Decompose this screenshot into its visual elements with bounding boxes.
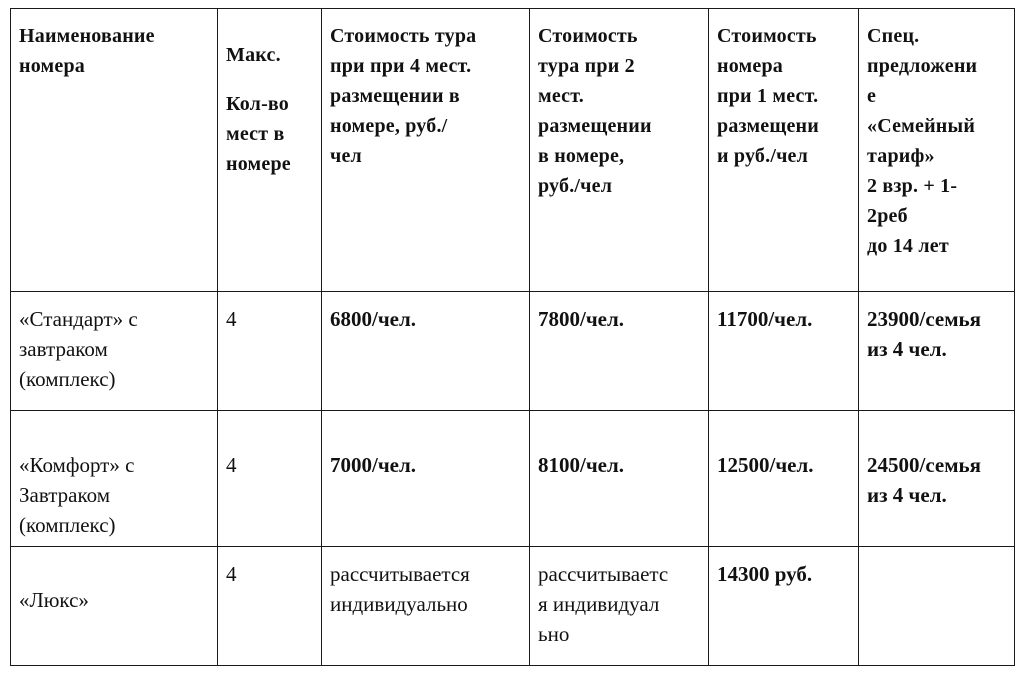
table-row xyxy=(11,411,1015,547)
header-room-name-line: Наименование xyxy=(19,25,155,47)
header-special-line: «Семейный xyxy=(867,115,976,137)
room-name-line: «Люкс» xyxy=(19,588,89,612)
price1-value: 14300 руб. xyxy=(717,562,813,586)
header-price4-line: Стоимость тура xyxy=(330,25,477,47)
header-special-line: е xyxy=(867,85,877,107)
price2-line: я индивидуал xyxy=(538,592,660,616)
header-price1-line: номера xyxy=(717,55,783,77)
header-special-line: до 14 лет xyxy=(867,235,949,257)
header-special-line: Спец. xyxy=(867,25,920,47)
cell-max-guests xyxy=(218,292,322,411)
header-price2-line: в номере, xyxy=(538,145,625,167)
header-price4-line: при при 4 мест. xyxy=(330,55,472,77)
cell-price-2 xyxy=(530,411,709,547)
table-header-row xyxy=(11,9,1015,292)
price4-value: 7000/чел. xyxy=(330,453,417,477)
price2-value: 8100/чел. xyxy=(538,453,625,477)
price2-line: рассчитываетс xyxy=(538,562,669,586)
cell-max-guests xyxy=(218,411,322,547)
header-price1-line: и руб./чел xyxy=(717,145,809,167)
header-price-4 xyxy=(322,9,530,292)
cell-special-offer xyxy=(859,411,1015,547)
header-price-1 xyxy=(709,9,859,292)
header-max-guests xyxy=(218,9,322,292)
header-special-line: 2 взр. + 1- xyxy=(867,175,958,197)
cell-price-1 xyxy=(709,547,859,666)
price4-value: 6800/чел. xyxy=(330,307,417,331)
room-name-line: (комплекс) xyxy=(19,513,116,537)
price4-line: рассчитывается xyxy=(330,562,470,586)
cell-price-4 xyxy=(322,411,530,547)
header-price2-line: Стоимость xyxy=(538,25,638,47)
header-max-line: номере xyxy=(226,153,291,175)
cell-room-name xyxy=(11,547,218,666)
header-price4-line: чел xyxy=(330,145,362,167)
table-row xyxy=(11,547,1015,666)
header-room-name-line: номера xyxy=(19,55,85,77)
header-special-offer xyxy=(859,9,1015,292)
cell-special-offer xyxy=(859,292,1015,411)
header-price1-line: размещени xyxy=(717,115,819,137)
header-special-line: тариф» xyxy=(867,145,935,167)
special-line: 24500/семья xyxy=(867,453,982,477)
header-price2-line: руб./чел xyxy=(538,175,613,197)
header-special-line: 2реб xyxy=(867,205,908,227)
room-name-line: завтраком xyxy=(19,337,108,361)
special-line: из 4 чел. xyxy=(867,337,947,361)
max-guests-value: 4 xyxy=(226,562,237,586)
cell-price-1 xyxy=(709,292,859,411)
special-line: 23900/семья xyxy=(867,307,982,331)
cell-price-2 xyxy=(530,292,709,411)
document-page xyxy=(10,8,1014,676)
header-price2-line: тура при 2 xyxy=(538,55,635,77)
header-special-line: предложени xyxy=(867,55,978,77)
max-guests-value: 4 xyxy=(226,453,237,477)
header-price1-line: при 1 мест. xyxy=(717,85,819,107)
price-table xyxy=(10,8,1015,666)
table-row xyxy=(11,292,1015,411)
cell-special-offer xyxy=(859,547,1015,666)
cell-room-name xyxy=(11,411,218,547)
cell-price-4 xyxy=(322,547,530,666)
price4-line: индивидуально xyxy=(330,592,468,616)
cell-price-2 xyxy=(530,547,709,666)
price2-value: 7800/чел. xyxy=(538,307,625,331)
header-price4-line: размещении в xyxy=(330,85,460,107)
cell-max-guests xyxy=(218,547,322,666)
header-price1-line: Стоимость xyxy=(717,25,817,47)
max-guests-value: 4 xyxy=(226,307,237,331)
cell-price-1 xyxy=(709,411,859,547)
header-max-line: мест в xyxy=(226,123,285,145)
header-max-line: Кол-во xyxy=(226,93,289,115)
header-max-line: Макс. xyxy=(226,44,281,66)
price2-line: ьно xyxy=(538,622,570,646)
special-line: из 4 чел. xyxy=(867,483,947,507)
header-price-2 xyxy=(530,9,709,292)
room-name-line: (комплекс) xyxy=(19,367,116,391)
room-name-line: Завтраком xyxy=(19,483,111,507)
price1-value: 11700/чел. xyxy=(717,307,813,331)
cell-price-4 xyxy=(322,292,530,411)
header-price2-line: размещении xyxy=(538,115,652,137)
price1-value: 12500/чел. xyxy=(717,453,814,477)
header-price4-line: номере, руб./ xyxy=(330,115,448,137)
header-price2-line: мест. xyxy=(538,85,584,107)
room-name-line: «Комфорт» с xyxy=(19,453,135,477)
header-room-name xyxy=(11,9,218,292)
room-name-line: «Стандарт» с xyxy=(19,307,138,331)
cell-room-name xyxy=(11,292,218,411)
